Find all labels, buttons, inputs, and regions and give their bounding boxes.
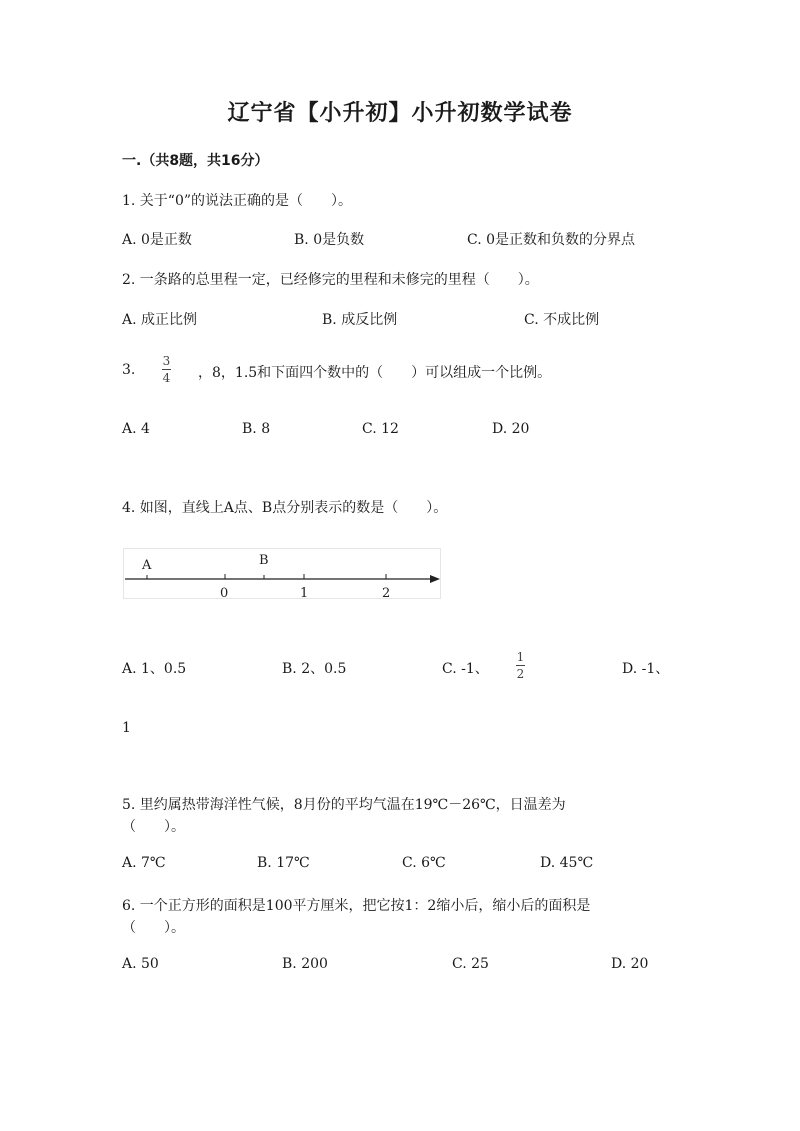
fraction-bar — [162, 369, 171, 370]
question-6-line-1: 6. 一个正方形的面积是100平方厘米，把它按1：2缩小后，缩小后的面积是 — [122, 898, 591, 914]
q4-option-d[interactable]: D. -1、 — [622, 661, 670, 677]
question-6-line-2: （ ）。 — [122, 920, 185, 936]
tick-label-0: 0 — [220, 586, 229, 600]
question-5-line-2: （ ）。 — [122, 819, 185, 835]
q3-option-d[interactable]: D. 20 — [492, 421, 530, 437]
q1-option-c[interactable]: C. 0是正数和负数的分界点 — [467, 232, 636, 248]
arrow-head-icon — [430, 575, 440, 583]
q3-fraction-denominator: 4 — [162, 371, 171, 385]
q2-option-a[interactable]: A. 成正比例 — [122, 312, 198, 328]
q2-option-b[interactable]: B. 成反比例 — [322, 312, 398, 328]
question-2: 2. 一条路的总里程一定，已经修完的里程和未修完的里程（ ）。 — [122, 272, 539, 288]
q3-fraction — [162, 355, 171, 384]
q3-option-c[interactable]: C. 12 — [362, 421, 399, 437]
q6-option-c[interactable]: C. 25 — [452, 956, 489, 972]
q3-option-a[interactable]: A. 4 — [122, 421, 150, 437]
q1-option-a[interactable]: A. 0是正数 — [122, 232, 192, 248]
question-5-line-1: 5. 里约属热带海洋性气候，8月份的平均气温在19℃－26℃，日温差为 — [122, 797, 566, 813]
page-title: 辽宁省【小升初】小升初数学试卷 — [227, 101, 573, 126]
question-4: 4. 如图，直线上A点、B点分别表示的数是（ ）。 — [122, 500, 448, 516]
q4-option-a[interactable]: A. 1、0.5 — [122, 661, 187, 677]
q5-option-b[interactable]: B. 17℃ — [257, 855, 310, 871]
q4-option-b[interactable]: B. 2、0.5 — [282, 661, 347, 677]
q4-c-fraction-numerator: 1 — [516, 650, 525, 664]
q2-option-c[interactable]: C. 不成比例 — [524, 312, 600, 328]
q4-c-fraction-denominator: 2 — [516, 667, 525, 681]
q5-option-d[interactable]: D. 45℃ — [540, 855, 594, 871]
label-a: A — [142, 558, 152, 573]
q4-option-d-tail: 1 — [122, 720, 131, 736]
fraction-bar — [516, 665, 525, 666]
q5-option-c[interactable]: C. 6℃ — [402, 855, 446, 871]
q6-option-d[interactable]: D. 20 — [611, 956, 649, 972]
question-3: ，8，1.5和下面四个数中的（ ）可以组成一个比例。 — [198, 365, 552, 381]
section-heading: 一.（共8题，共16分） — [122, 153, 269, 169]
question-1: 1. 关于“0”的说法正确的是（ ）。 — [122, 193, 353, 209]
q5-option-a[interactable]: A. 7℃ — [122, 855, 166, 871]
q4-option-c[interactable]: C. -1、 — [442, 661, 489, 677]
number-line-figure — [123, 548, 443, 600]
q6-option-b[interactable]: B. 200 — [282, 956, 328, 972]
figure-border — [124, 549, 441, 599]
label-b: B — [259, 553, 269, 568]
q4-c-fraction — [516, 651, 525, 680]
tick-label-2: 2 — [382, 586, 391, 600]
q3-number: 3. — [122, 362, 136, 378]
q1-option-b[interactable]: B. 0是负数 — [294, 232, 365, 248]
q3-fraction-numerator: 3 — [162, 354, 171, 368]
q6-option-a[interactable]: A. 50 — [122, 956, 159, 972]
q3-option-b[interactable]: B. 8 — [242, 421, 271, 437]
tick-label-1: 1 — [300, 586, 309, 600]
